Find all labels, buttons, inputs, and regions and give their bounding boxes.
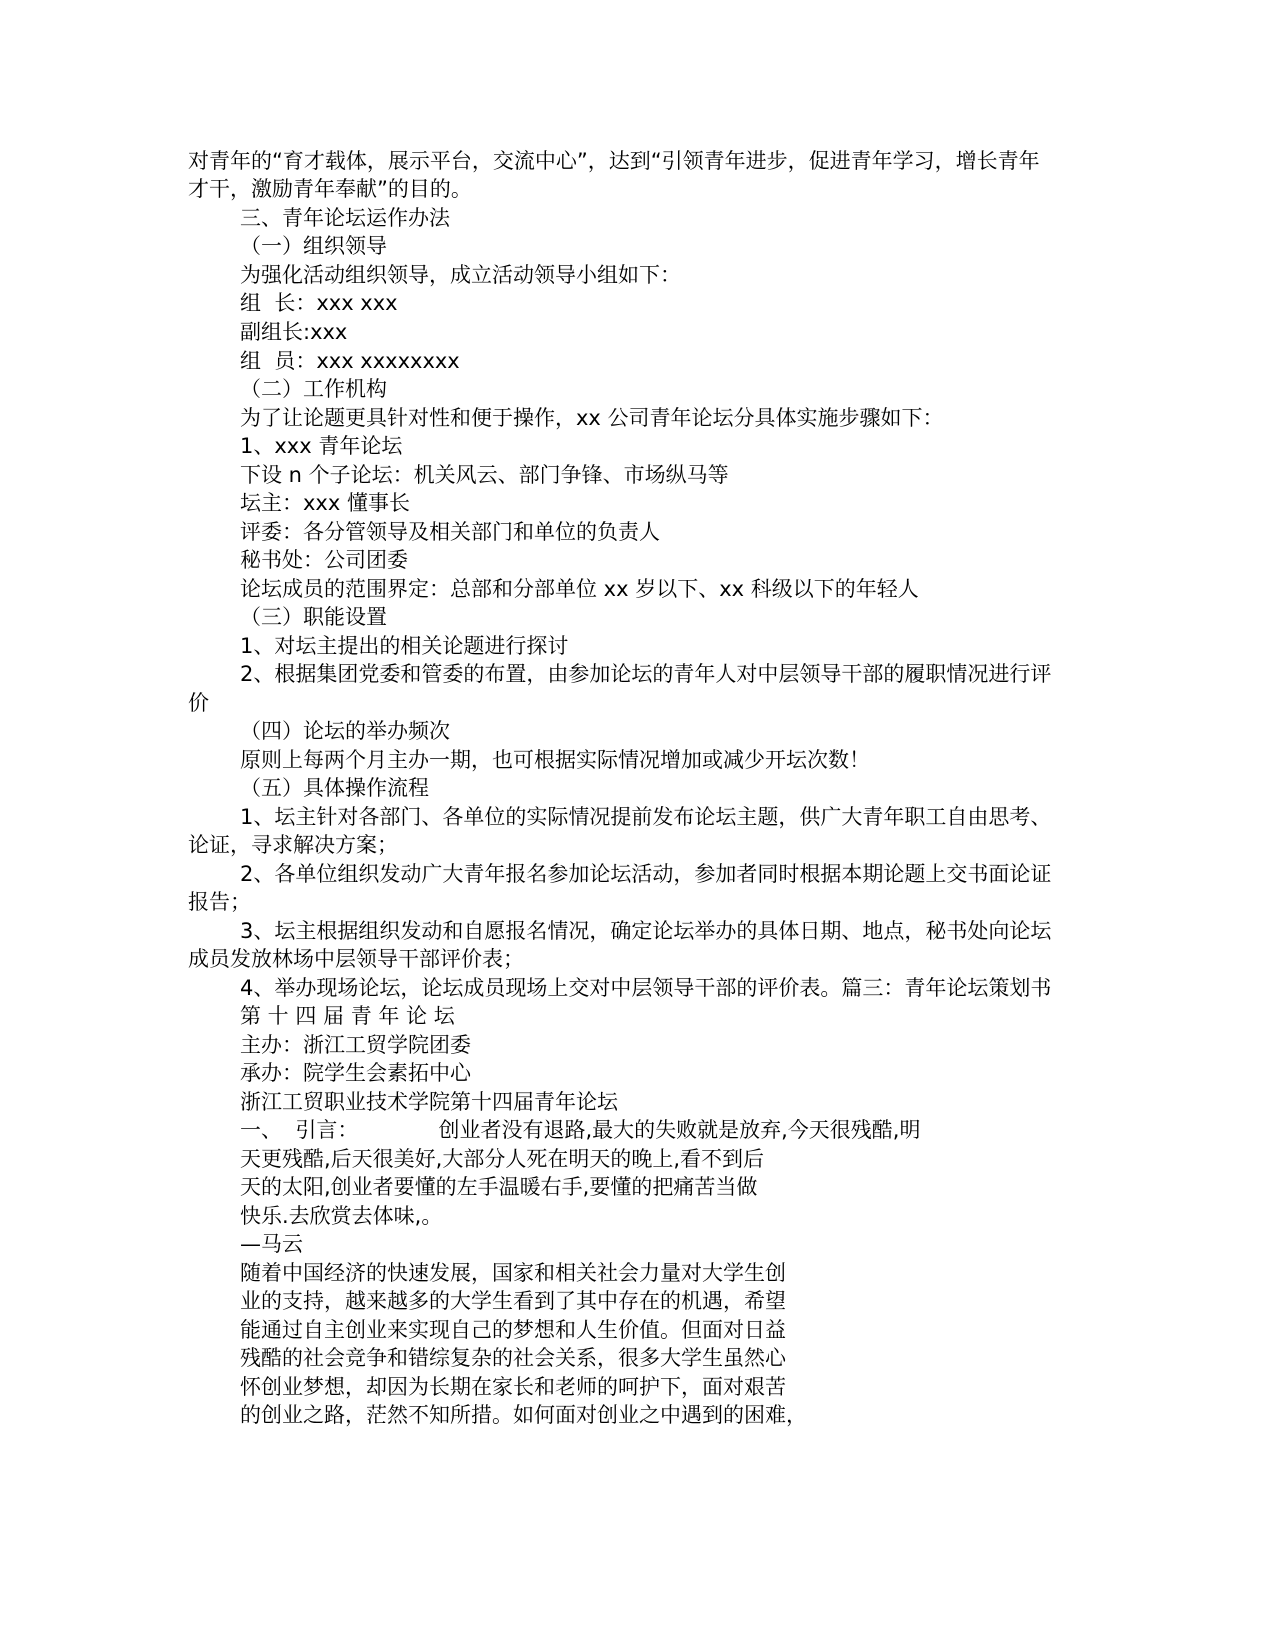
text-line: 价	[188, 691, 209, 715]
text-line: 1、坛主针对各部门、各单位的实际情况提前发布论坛主题，供广大青年职工自由思考、	[240, 805, 1052, 829]
text-line: 2、各单位组织发动广大青年报名参加论坛活动，参加者同时根据本期论题上交书面论证	[240, 862, 1052, 886]
subsection-heading: （五）具体操作流程	[240, 776, 429, 800]
text-line: 下设 n 个子论坛：机关风云、部门争锋、市场纵马等	[240, 463, 729, 487]
text-line: 天的太阳,创业者要懂的左手温暖右手,要懂的把痛苦当做	[240, 1175, 758, 1199]
text-line: 为了让论题更具针对性和便于操作，xx 公司青年论坛分具体实施步骤如下：	[240, 406, 944, 430]
text-line: 论坛成员的范围界定：总部和分部单位 xx 岁以下、xx 科级以下的年轻人	[240, 577, 919, 601]
text-line: 才干，激励青年奉献”的目的。	[188, 177, 472, 201]
text-line: 副组长:xxx	[240, 320, 348, 344]
text-line: 1、xxx 青年论坛	[240, 434, 403, 458]
section-heading: 三、青年论坛运作办法	[240, 206, 450, 230]
text-line: 快乐.去欣赏去体味,。	[240, 1204, 443, 1228]
text-line: 成员发放林场中层领导干部评价表；	[188, 947, 524, 971]
subsection-heading: （三）职能设置	[240, 605, 387, 629]
text-line: 为强化活动组织领导，成立活动领导小组如下：	[240, 263, 681, 287]
text-line: 的创业之路，茫然不知所措。如何面对创业之中遇到的困难，	[240, 1403, 807, 1427]
text-line: 能通过自主创业来实现自己的梦想和人生价值。但面对日益	[240, 1318, 786, 1342]
subsection-heading: （四）论坛的举办频次	[240, 719, 450, 743]
text-line: 4、举办现场论坛，论坛成员现场上交对中层领导干部的评价表。篇三：青年论坛策划书	[240, 976, 1052, 1000]
text-line: 天更残酷,后天很美好,大部分人死在明天的晚上,看不到后	[240, 1147, 765, 1171]
text-line: 残酷的社会竞争和错综复杂的社会关系，很多大学生虽然心	[240, 1346, 786, 1370]
subsection-heading: （一）组织领导	[240, 234, 387, 258]
text-line: 组 员：xxx xxxxxxxx	[240, 349, 460, 373]
text-line: 原则上每两个月主办一期，也可根据实际情况增加或减少开坛次数！	[240, 748, 870, 772]
text-line: 3、坛主根据组织发动和自愿报名情况，确定论坛举办的具体日期、地点，秘书处向论坛	[240, 919, 1052, 943]
text-line: 一、 引言： 创业者没有退路,最大的失败就是放弃,今天很残酷,明	[240, 1118, 921, 1142]
text-line: 对青年的“育才载体，展示平台，交流中心”，达到“引领青年进步，促进青年学习，增长青年	[188, 149, 1040, 173]
text-line: 组 长：xxx xxx	[240, 291, 398, 315]
text-line: 怀创业梦想，却因为长期在家长和老师的呵护下，面对艰苦	[240, 1375, 786, 1399]
text-line: 承办：院学生会素拓中心	[240, 1061, 471, 1085]
text-line: 1、对坛主提出的相关论题进行探讨	[240, 634, 569, 658]
quote-attribution: —马云	[240, 1232, 303, 1256]
text-line: 论证，寻求解决方案；	[188, 833, 398, 857]
text-line: 坛主：xxx 懂事长	[240, 491, 410, 515]
text-line: 2、根据集团党委和管委的布置，由参加论坛的青年人对中层领导干部的履职情况进行评	[240, 662, 1052, 686]
text-line: 随着中国经济的快速发展，国家和相关社会力量对大学生创	[240, 1261, 786, 1285]
forum-title: 第 十 四 届 青 年 论 坛	[240, 1004, 455, 1028]
text-line: 报告；	[188, 890, 251, 914]
text-line: 主办：浙江工贸学院团委	[240, 1033, 471, 1057]
subsection-heading: （二）工作机构	[240, 377, 387, 401]
text-line: 浙江工贸职业技术学院第十四届青年论坛	[240, 1090, 618, 1114]
text-line: 业的支持，越来越多的大学生看到了其中存在的机遇，希望	[240, 1289, 786, 1313]
text-line: 评委：各分管领导及相关部门和单位的负责人	[240, 520, 660, 544]
text-line: 秘书处：公司团委	[240, 548, 408, 572]
